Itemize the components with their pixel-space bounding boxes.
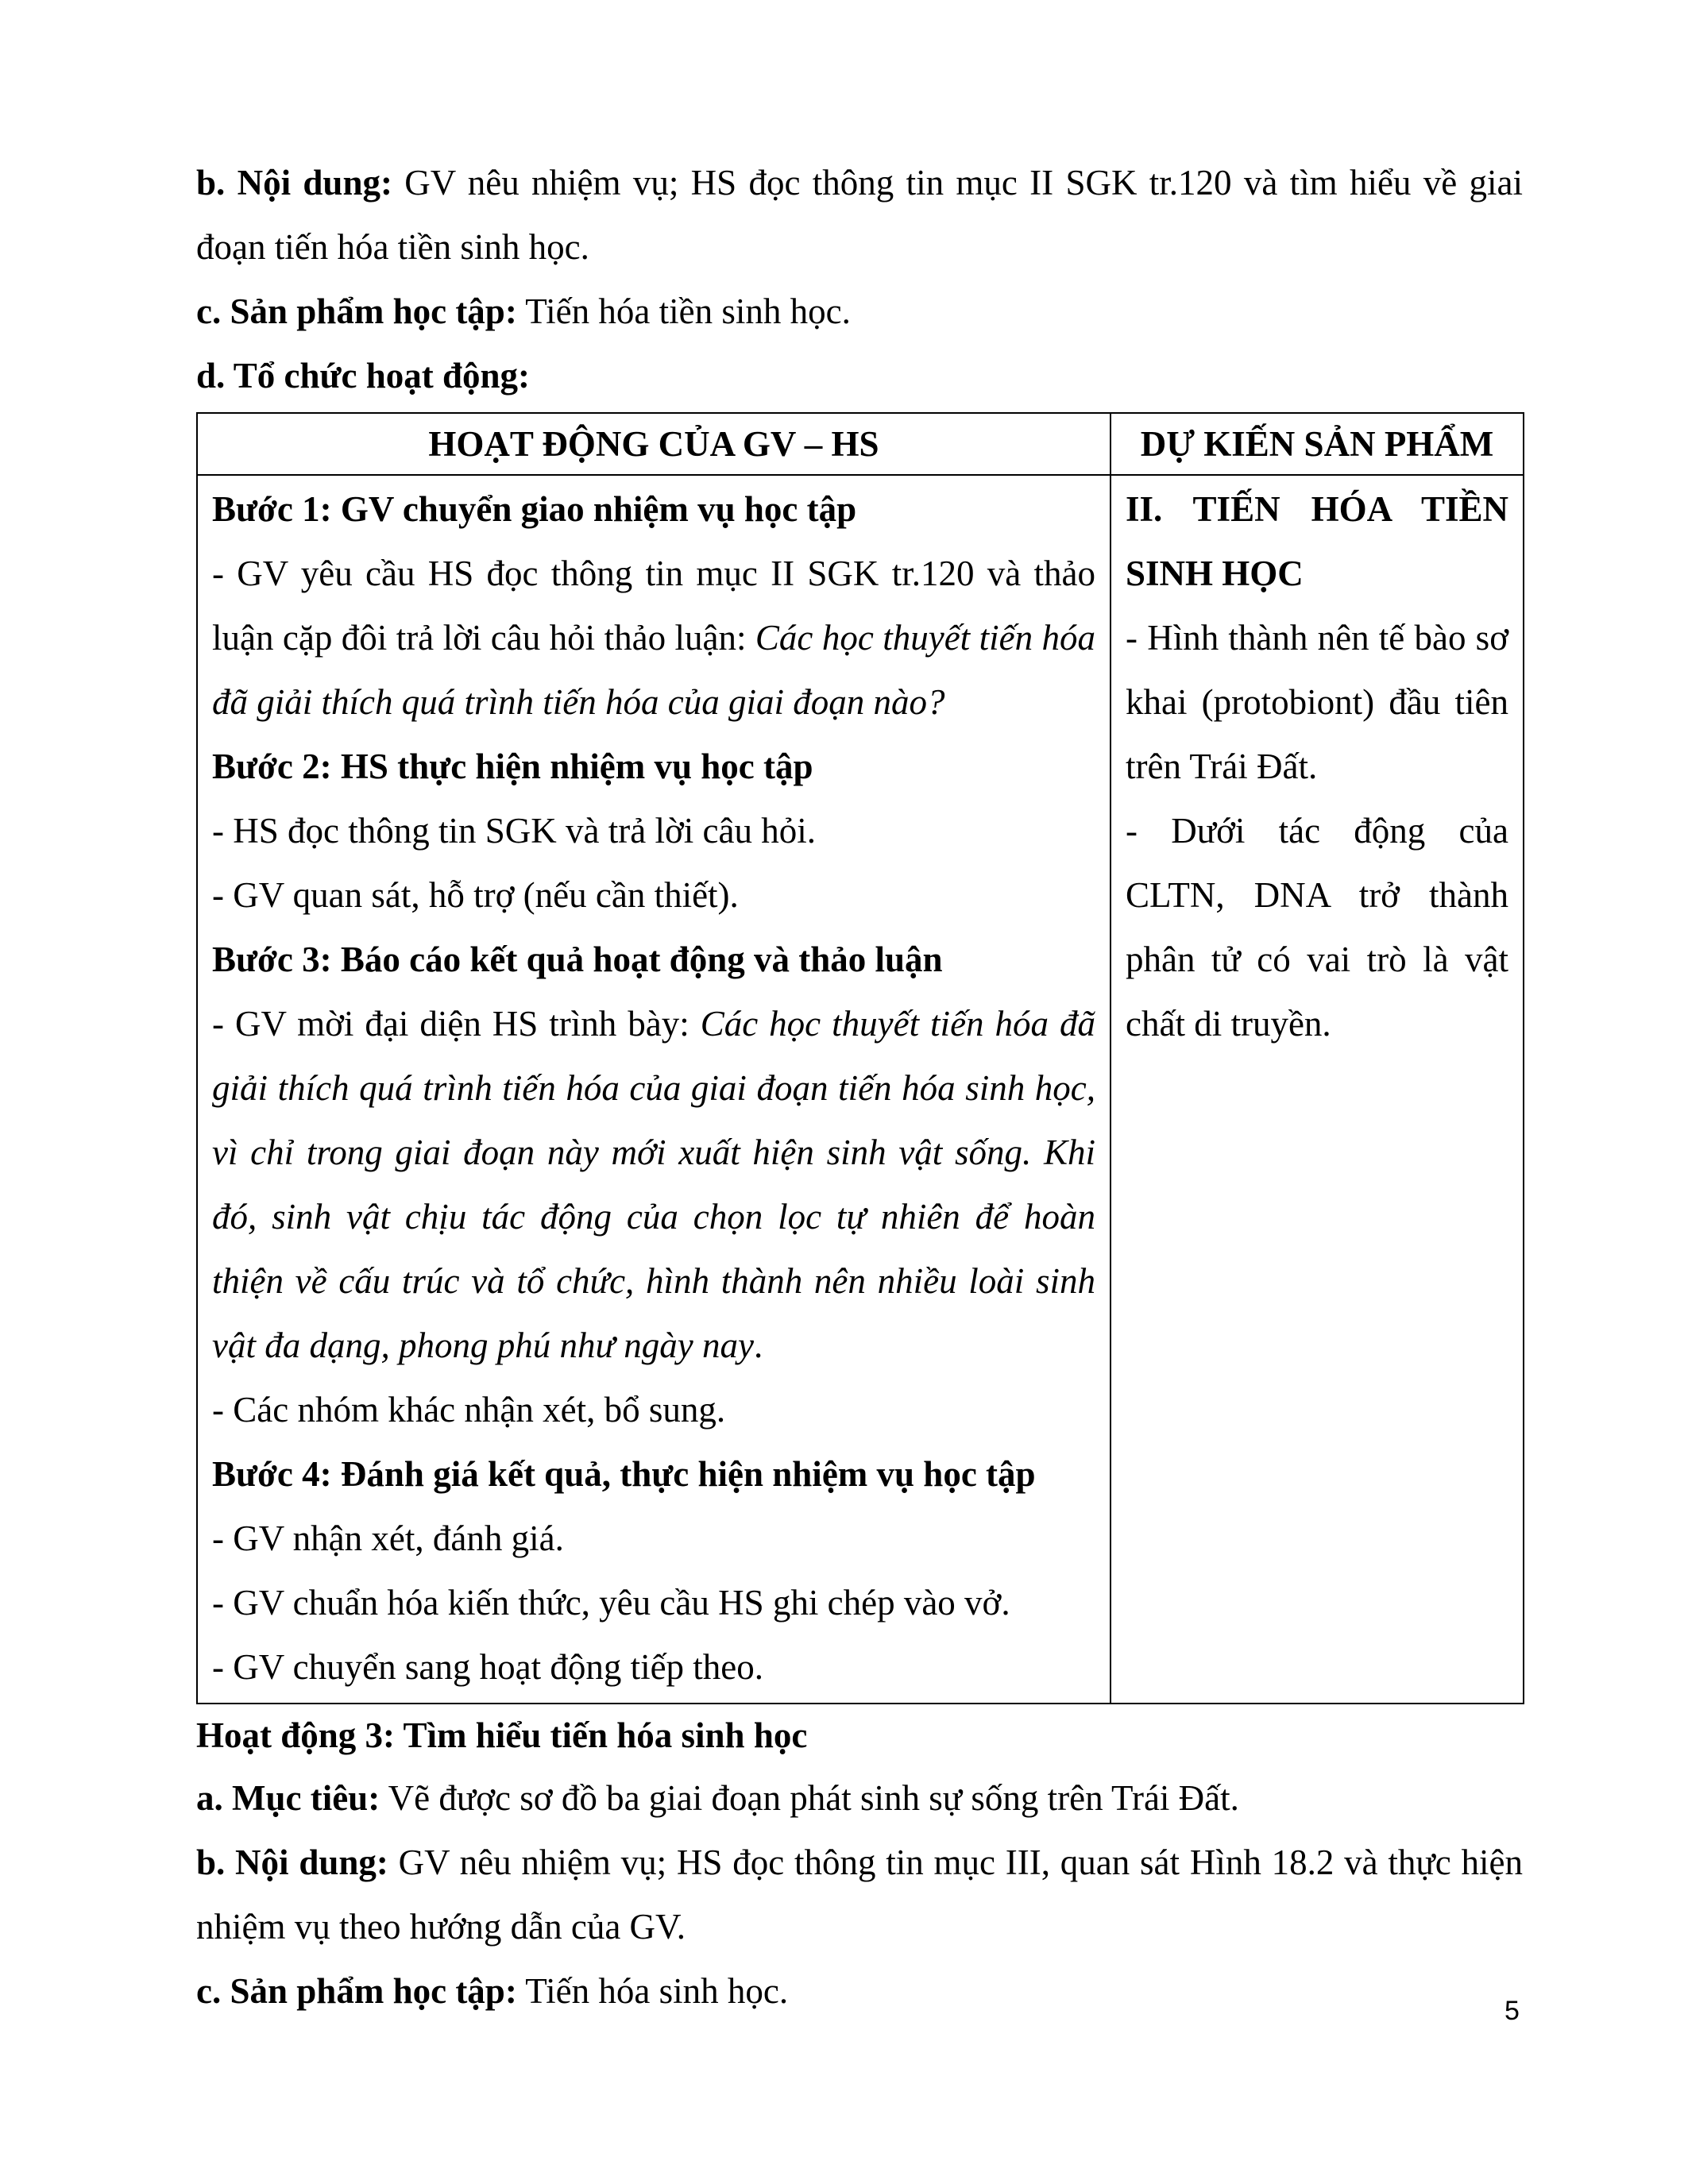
activity-table	[196, 412, 1524, 1704]
step3-paragraph	[212, 992, 1095, 1378]
objective-label: a. Mục tiêu:	[196, 1778, 380, 1818]
step4-line2: - GV chuẩn hóa kiến thức, yêu cầu HS ghi chép vào vở.	[212, 1583, 1010, 1623]
step2-line2: - GV quan sát, hỗ trợ (nếu cần thiết).	[212, 875, 739, 915]
activity3-product-label: c. Sản phẩm học tập:	[196, 1971, 517, 2011]
activity3-objective	[196, 1766, 1523, 1831]
step1-text: - GV yêu cầu HS đọc thông tin mục II SGK tr.120 và thảo luận cặp đôi trả lời câu hỏi thảo luận:	[212, 554, 1095, 658]
product-paragraph	[196, 280, 1523, 344]
header-expected-product: DỰ KIẾN SẢN PHẨM	[1111, 413, 1524, 475]
activity3-product	[196, 1959, 1523, 2024]
product-line1: - Hình thành nên tế bào sơ khai (protobiont) đầu tiên trên Trái Đất.	[1126, 618, 1508, 786]
content-label: b. Nội dung:	[196, 163, 392, 203]
step1-question: Các học thuyết tiến hóa đã giải thích quá trình tiến hóa của giai đoạn nào?	[212, 618, 1096, 722]
product-cell	[1111, 475, 1524, 1704]
organization-label: d. Tổ chức hoạt động:	[196, 356, 531, 396]
header-activity: HOẠT ĐỘNG CỦA GV – HS	[197, 413, 1111, 475]
document-page	[196, 151, 1523, 2024]
step3-title: Bước 3: Báo cáo kết quả hoạt động và thảo luận	[212, 940, 943, 979]
activity3-content	[196, 1831, 1523, 1959]
activity3-title-text: Hoạt động 3: Tìm hiểu tiến hóa sinh học	[196, 1715, 808, 1755]
table-row	[197, 475, 1524, 1704]
step3-line2: - Các nhóm khác nhận xét, bổ sung.	[212, 1390, 726, 1430]
product-text: Tiến hóa tiền sinh học.	[516, 291, 851, 331]
step1-title: Bước 1: GV chuyển giao nhiệm vụ học tập	[212, 489, 857, 529]
objective-text: Vẽ được sơ đồ ba giai đoạn phát sinh sự sống trên Trái Đất.	[380, 1778, 1239, 1818]
product-section-title: II. TIẾN HÓA TIỀN SINH HỌC	[1126, 489, 1508, 593]
activity3-content-label: b. Nội dung:	[196, 1843, 388, 1882]
step2-line1: - HS đọc thông tin SGK và trả lời câu hỏi.	[212, 811, 816, 851]
step4-line1: - GV nhận xét, đánh giá.	[212, 1518, 564, 1558]
content-text: GV nêu nhiệm vụ; HS đọc thông tin mục II SGK tr.120 và tìm hiểu về giai đoạn tiến hóa tiền sinh học.	[196, 163, 1523, 267]
product-line2: - Dưới tác động của CLTN, DNA trở thành phân tử có vai trò là vật chất di truyền.	[1126, 811, 1508, 1044]
step4-line3: - GV chuyển sang hoạt động tiếp theo.	[212, 1647, 764, 1687]
step3-period: .	[753, 1325, 763, 1365]
step1-paragraph	[212, 542, 1095, 735]
organization-heading	[196, 344, 1523, 408]
step3-answer: Các học thuyết tiến hóa đã giải thích quá trình tiến hóa của giai đoạn tiến hóa sinh học, vì chỉ trong giai đoạn này mới xuất hiện sinh vật sống. Khi đó, sinh vật chịu tác động của chọn lọc tự nhiên để hoàn thiện về cấu trúc và tổ chức, hình thành nên nhiều loài sinh vật đa dạng, phong phú như ngày nay	[212, 1004, 1095, 1365]
product-label: c. Sản phẩm học tập:	[196, 291, 517, 331]
activity-cell	[197, 475, 1111, 1704]
activity3-product-text: Tiến hóa sinh học.	[516, 1971, 789, 2011]
step2-title: Bước 2: HS thực hiện nhiệm vụ học tập	[212, 747, 813, 786]
step3-intro: - GV mời đại diện HS trình bày:	[212, 1004, 701, 1044]
content-paragraph	[196, 151, 1523, 280]
activity3-content-text: GV nêu nhiệm vụ; HS đọc thông tin mục III, quan sát Hình 18.2 và thực hiện nhiệm vụ theo hướng dẫn của GV.	[196, 1843, 1523, 1947]
step4-title: Bước 4: Đánh giá kết quả, thực hiện nhiệm vụ học tập	[212, 1454, 1036, 1494]
activity3-title	[196, 1704, 1523, 1766]
page-number: 5	[1505, 1996, 1520, 2026]
table-header-row	[197, 413, 1524, 475]
